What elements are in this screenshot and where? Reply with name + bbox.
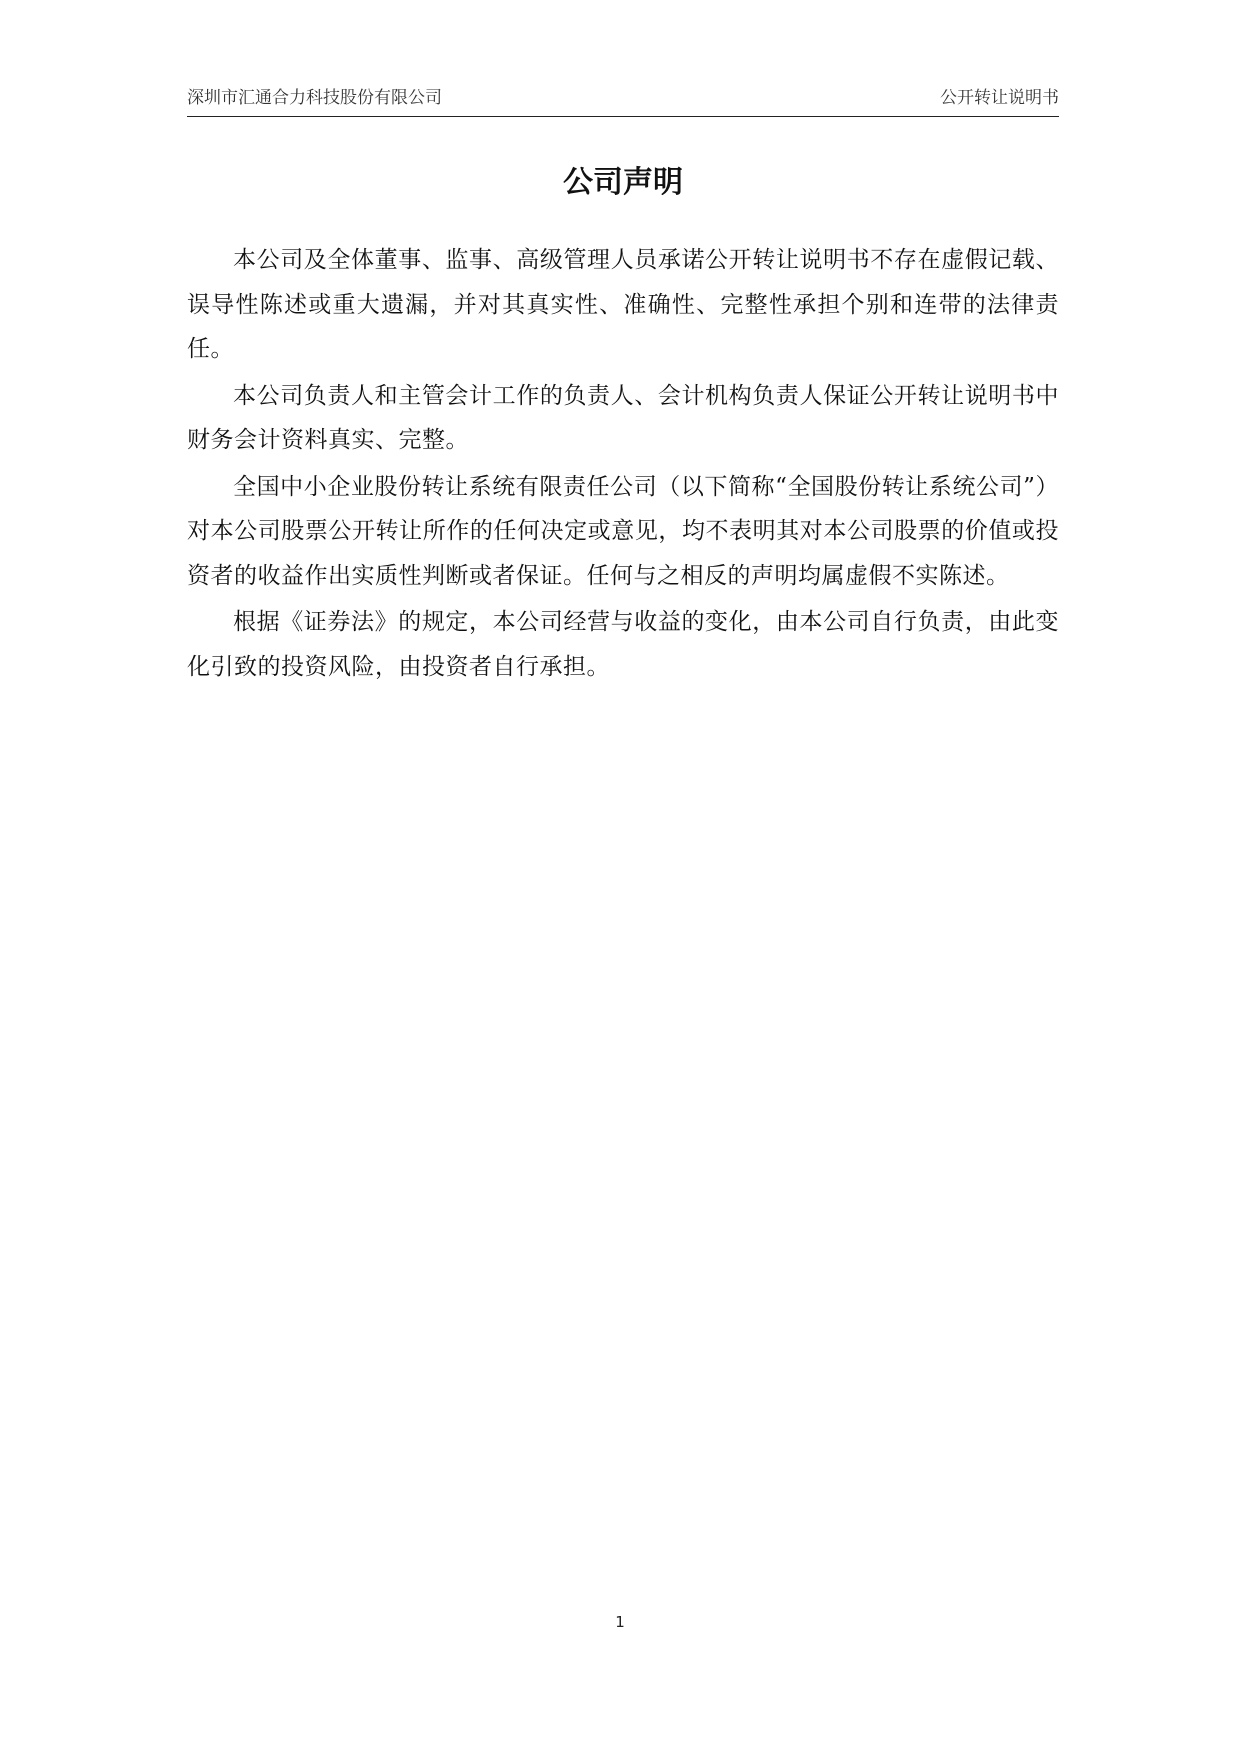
page-title: 公司声明 (563, 165, 683, 200)
header-company-name: 深圳市汇通合力科技股份有限公司 (187, 88, 442, 108)
statement-paragraph-4: 根据《证券法》的规定，本公司经营与收益的变化，由本公司自行负责，由此变化引致的投资风险，由投资者自行承担。 (187, 609, 1059, 680)
statement-paragraph-2: 本公司负责人和主管会计工作的负责人、会计机构负责人保证公开转让说明书中财务会计资料真实、完整。 (187, 382, 1059, 453)
statement-body (187, 238, 1059, 691)
page-number: 1 (615, 1613, 625, 1631)
statement-paragraph-1: 本公司及全体董事、监事、高级管理人员承诺公开转让说明书不存在虚假记载、误导性陈述或重大遗漏，并对其真实性、准确性、完整性承担个别和连带的法律责任。 (187, 247, 1059, 362)
header-document-name: 公开转让说明书 (940, 88, 1059, 108)
statement-paragraph-3: 全国中小企业股份转让系统有限责任公司（以下简称“全国股份转让系统公司”）对本公司股票公开转让所作的任何决定或意见，均不表明其对本公司股票的价值或投资者的收益作出实质性判断或者保证。任何与之相反的声明均属虚假不实陈述。 (187, 473, 1059, 589)
page-header (187, 86, 1059, 117)
